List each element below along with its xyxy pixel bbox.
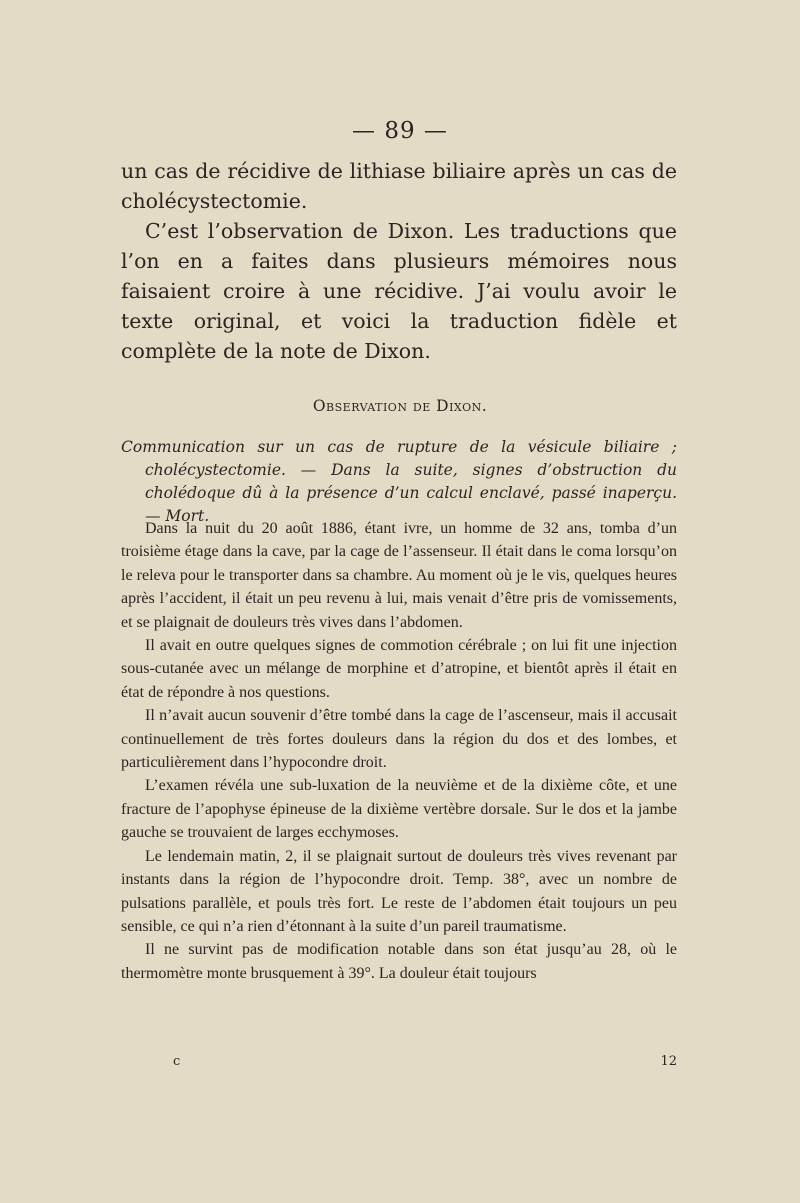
intro-paragraph: C’est l’observation de Dixon. Les traductions que l’on en a faites dans plusieurs mémoires nous faisaient croire à une récidive. J’ai voulu avoir le texte original, et voici la traduction fidèle et complète de la note de Dixon. xyxy=(121,219,677,363)
observation-summary xyxy=(121,436,677,528)
observation-title: Observation de Dixon. xyxy=(312,397,488,415)
body-paragraph: Il ne survint pas de modification notable dans son état jusqu’au 28, où le thermomètre monte brusquement à 39°. La douleur était toujours xyxy=(121,941,677,982)
page-number: — 89 — xyxy=(352,118,448,144)
signature-letter: c xyxy=(173,1054,181,1069)
signature-number: 12 xyxy=(660,1054,677,1069)
observation-summary-text: Communication sur un cas de rupture de la vésicule biliaire ; cholécystectomie. — Dans la suite, signes d’obstruction du cholédoque dû à la présence d’un calcul enclavé, passé inaperçu. — Mort. xyxy=(121,438,677,525)
body-paragraph: L’examen révéla une sub-luxation de la neuvième et de la dixième côte, et une fracture de l’apophyse épineuse de la dixième vertèbre dorsale. Sur le dos et la jambe gauche se trouvaient de larges ecchymoses. xyxy=(121,777,677,842)
intro-text xyxy=(121,156,677,366)
intro-paragraph: un cas de récidive de lithiase biliaire après un cas de cholécystectomie. xyxy=(121,159,677,213)
body-paragraph: Il avait en outre quelques signes de commotion cérébrale ; on lui fit une injection sous-cutanée avec un mélange de morphine et d’atropine, et bientôt après il était en état de répondre à nos questions. xyxy=(121,637,677,701)
body-paragraph: Dans la nuit du 20 août 1886, étant ivre, un homme de 32 ans, tomba d’un troisième étage dans la cave, par la cage de l’assenseur. Il était dans le coma lorsqu’on le releva pour le transporter dans sa chambre. Au moment où je le vis, quelques heures après l’accident, il était un peu revenu à lui, mais venait d’être pris de vomissements, et se plaignait de douleurs très vives dans l’abdomen. xyxy=(121,520,677,631)
body-paragraph: Le lendemain matin, 2, il se plaignait surtout de douleurs très vives revenant par instants dans la région de l’hypocondre droit. Temp. 38°, avec un nombre de pulsations parallèle, et pouls très fort. Le reste de l’abdomen était toujours un peu sensible, ce qui n’a rien d’étonnant à la suite d’un pareil traumatisme. xyxy=(121,847,677,935)
observation-body xyxy=(121,517,677,985)
body-paragraph: Il n’avait aucun souvenir d’être tombé dans la cage de l’ascenseur, mais il accusait continuellement de très fortes douleurs dans la région du dos et des lombes, et particulièrement dans l’hypocondre droit. xyxy=(121,707,677,772)
